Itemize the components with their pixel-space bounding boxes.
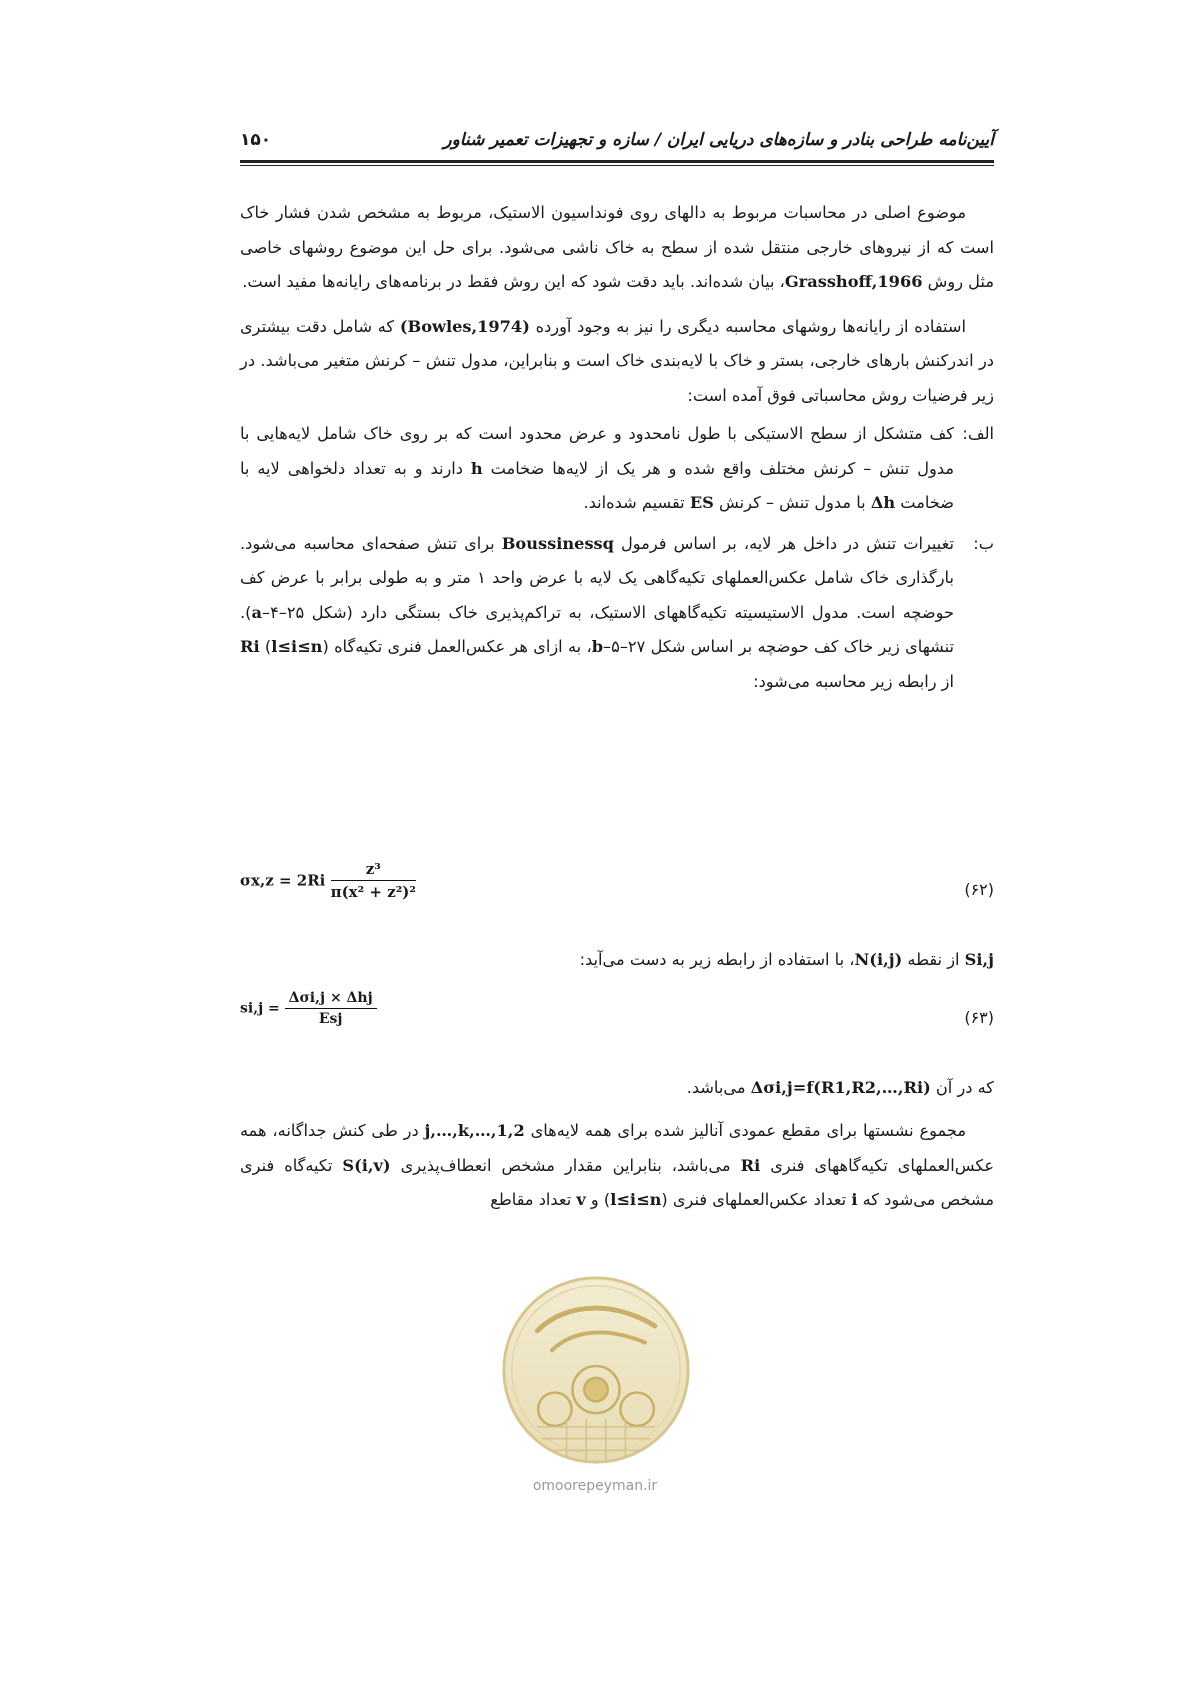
text-line-where: که در آن Δσi,j=f(R1,R2,…,Ri) می‌باشد. bbox=[686, 1078, 994, 1097]
list-item-alef: الف: کف متشکل از سطح الاستیکی با طول نامحدود و عرض محدود است که بر روی خاک شامل لایه‌هایی با مدول تنش – کرنش مختلف واقع شده و هر یک از لایه‌ها ضخامت h دارند و به تعداد دلخواهی لایه با ضخامت Δh با مدول تنش – کرنش ES تقسیم شده‌اند. bbox=[240, 417, 994, 521]
list-marker: الف: bbox=[962, 424, 994, 443]
paragraph-2: استفاده از رایانه‌ها روشهای محاسبه دیگری را نیز به وجود آورده (Bowles,1974) که شامل دقت بیشتری در اندرکنش بارهای خارجی، بستر و خاک با لایه‌بندی خاک است و بنابراین، مدول تنش – کرنش متغیر می‌باشد. در زیر فرضیات روش محاسباتی فوق آمده است: bbox=[240, 316, 994, 405]
equation-number: (۶۳) bbox=[964, 1008, 994, 1027]
page-number: ۱۵۰ bbox=[240, 130, 272, 150]
list-marker: ب: bbox=[973, 533, 994, 553]
equation-number: (۶۲) bbox=[964, 880, 994, 899]
watermark-caption: omoorepeyman.ir bbox=[532, 1478, 658, 1494]
paragraph-3: مجموع نشستها برای مقطع عمودی آنالیز شده برای همه لایه‌های 1,2,…,j,…,k در طی کنش جداگانه، همه عکس‌العملهای تکیه‌گاههای فنری Ri می‌باشد، بنابراین مقدار مشخص انعطاف‌پذیری S(i,v) تکیه‌گاه فنری مشخص می‌شود که i تعداد عکس‌العملهای فنری (l≤i≤n) و v تعداد مقاطع bbox=[240, 1121, 994, 1209]
header-title: آیین‌نامه طراحی بنادر و سازه‌های دریایی ایران / سازه و تجهیزات تعمیر شناور bbox=[443, 130, 994, 150]
equation-62 bbox=[240, 860, 994, 930]
list-item-be: ب: تغییرات تنش در داخل هر لایه، بر اساس فرمول Boussinessq برای تنش صفحه‌ای محاسبه می‌شود. بارگذاری خاک شامل عکس‌العملهای تکیه‌گاهی یک لایه با عرض واحد ۱ متر و به طولی برابر با عرض کف حوضچه است. مدول الاستیسیته تکیه‌گاههای الاستیک، به تراکم‌پذیری خاک بستگی دارد (شکل a–۴–۲۵). تنشهای زیر خاک کف حوضچه بر اساس شکل b–۵–۲۷، به ازای هر عکس‌العمل فنری تکیه‌گاه Ri (l≤i≤n) از رابطه زیر محاسبه می‌شود: bbox=[240, 527, 994, 700]
equation-formula: si,j = $\frac{\text{Δσi,j × Δhj}}{\text{Esj}}$ bbox=[240, 990, 377, 1027]
final-paragraph bbox=[240, 1114, 994, 1218]
equation-63 bbox=[240, 990, 994, 1060]
text-line-s: Si,j از نقطه N(i,j)، با استفاده از رابطه زیر به دست می‌آید: bbox=[579, 950, 994, 969]
main-text bbox=[240, 196, 994, 699]
equation-formula: σx,z = 2Ri $\frac{\text{z³}}{\text{π(x² + z²)²}}$ bbox=[240, 860, 416, 901]
header-rule-thick bbox=[240, 160, 994, 163]
paragraph-1: موضوع اصلی در محاسبات مربوط به دالهای روی فونداسیون الاستیک، مربوط به مشخص شدن فشار خاک است که از نیروهای خارجی منتقل شده از سطح به خاک ناشی می‌شود. برای حل این موضوع روشهای خاصی مثل روش Grasshoff,1966، بیان شده‌اند. باید دقت شود که این روش فقط در برنامه‌های رایانه‌ها مفید است. bbox=[240, 203, 994, 291]
watermark-logo-icon bbox=[498, 1272, 694, 1468]
header-rule-thin bbox=[240, 165, 994, 166]
running-header bbox=[240, 128, 994, 158]
